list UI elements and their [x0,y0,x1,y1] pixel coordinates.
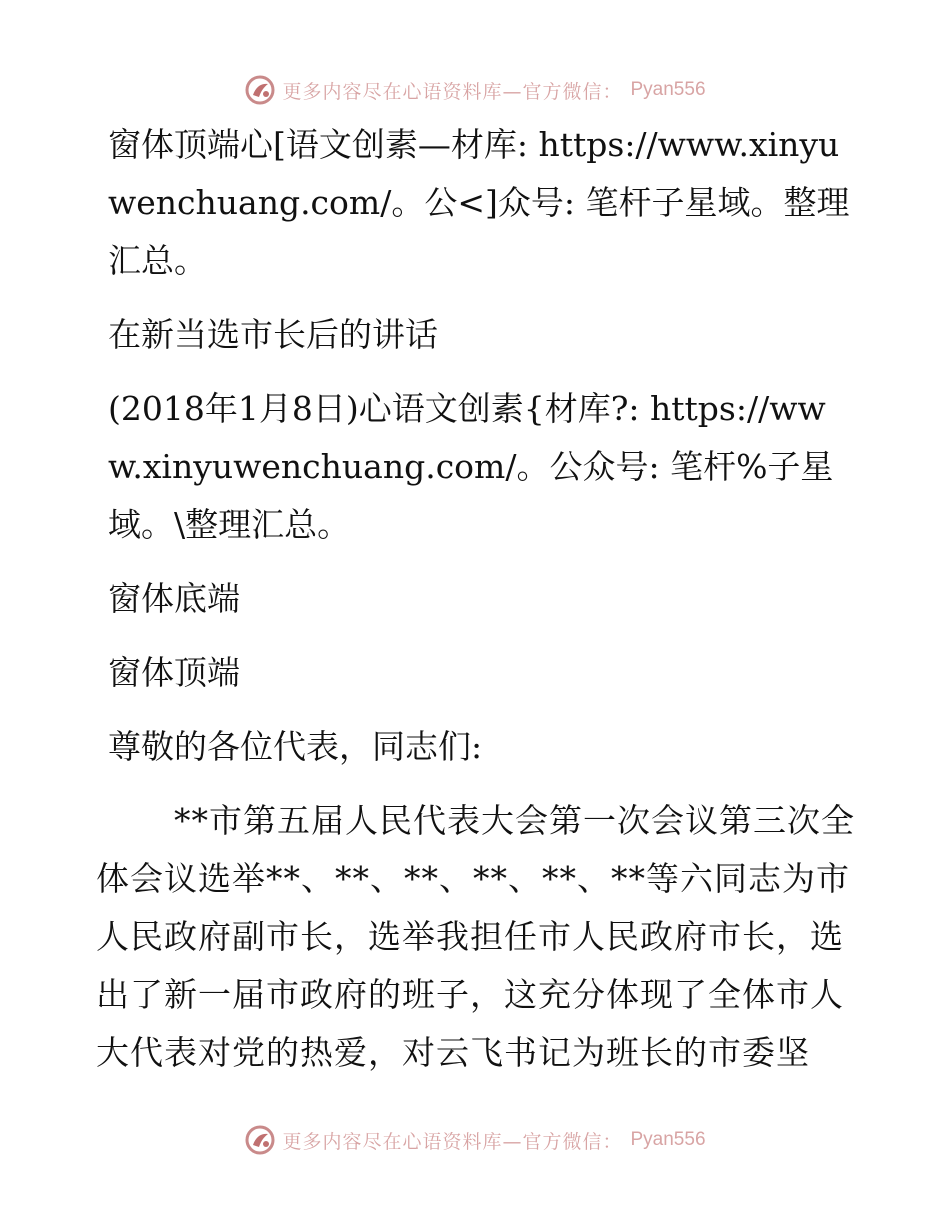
body-paragraph: **市第五届人民代表大会第一次会议第三次全体会议选举**、**、**、**、**、**等六同志为市人民政府副市长，选举我担任市人民政府市长，选出了新一届市政府的班子，这充分体现了全体市人大代表对党的热爱，对云飞书记为班长的市委坚 [96,801,855,1072]
watermark-text: 更多内容尽在心语资料库—官方微信： [282,1130,623,1153]
watermark-wechat-id: Pyan556 [630,79,706,100]
salutation: 尊敬的各位代表，同志们: [108,727,483,766]
watermark-wechat-id: Pyan556 [630,1129,706,1150]
document-body [96,116,856,1098]
document-title: 在新当选市长后的讲话 [108,315,438,354]
form-top-marker: 窗体顶端 [108,653,240,692]
seal-logo-icon [244,1124,276,1156]
form-bottom-marker: 窗体底端 [108,579,240,618]
seal-logo-icon [244,74,276,106]
footer-watermark [0,1122,950,1158]
paragraph-date-source-note: (2018年1月8日)心语文创素{材库?: https://www.xinyuwenchuang.com/。公众号: 笔杆%子星域。\整理汇总。 [108,389,834,544]
header-watermark [0,72,950,108]
watermark-text: 更多内容尽在心语资料库—官方微信： [282,80,623,103]
paragraph-source-note-1: 窗体顶端心[语文创素—材库: https://www.xinyuwenchuang.com/。公<]众号: 笔杆子星域。整理汇总。 [108,125,850,280]
